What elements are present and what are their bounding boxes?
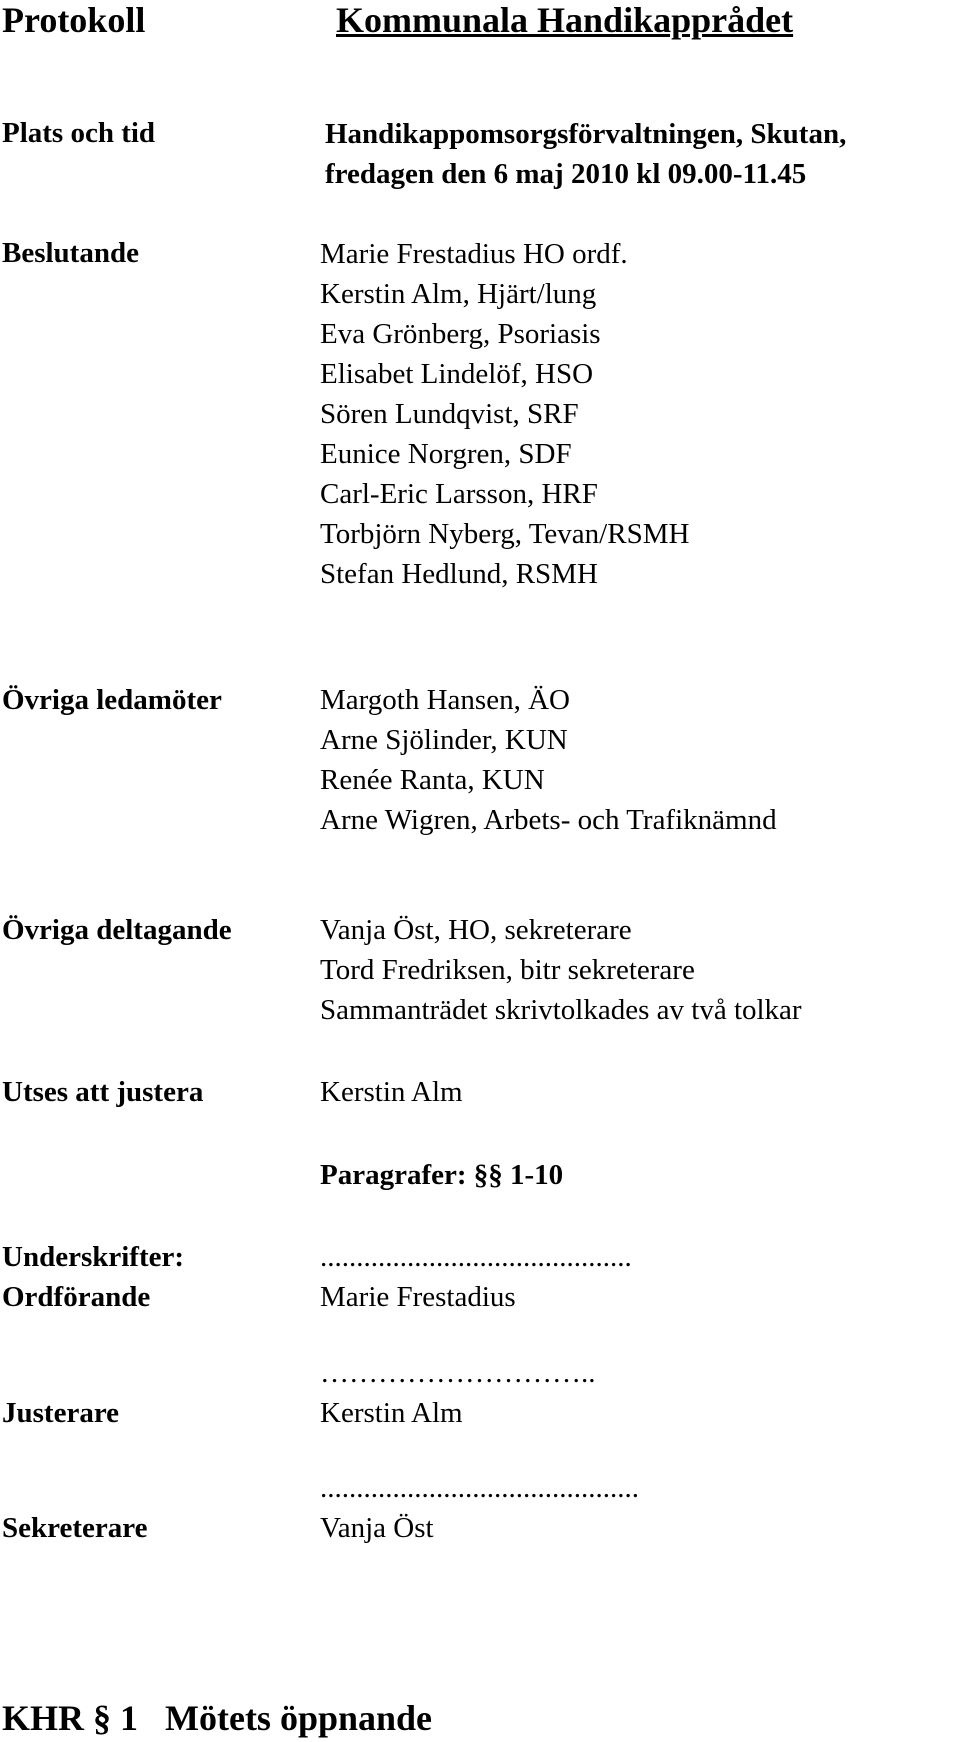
plats-line: Handikappomsorgsförvaltningen, Skutan, [325,118,847,150]
justerare-signature-line: ……………………….. [320,1357,596,1389]
list-item: Carl-Eric Larsson, HRF [320,478,598,510]
section-heading: KHR § 1 Mötets öppnande [2,1698,433,1738]
plats-label: Plats och tid [2,117,156,149]
sekreterare-label: Sekreterare [2,1512,148,1544]
list-item: Eunice Norgren, SDF [320,438,572,470]
list-item: Kerstin Alm, Hjärt/lung [320,278,597,310]
list-item: Marie Frestadius HO ordf. [320,238,628,270]
ovriga-deltagande-list [320,910,802,1030]
document-type: Protokoll [2,0,146,40]
ordforande-label: Ordförande [2,1281,151,1313]
plats-line: fredagen den 6 maj 2010 kl 09.00-11.45 [325,158,807,190]
underskrifter-heading: Underskrifter: [2,1241,185,1273]
paragrafer: Paragrafer: §§ 1-10 [320,1159,564,1191]
ovriga-ledamoter-label: Övriga ledamöter [2,684,222,716]
sekreterare-signature-line: ............................................ [320,1472,639,1504]
justera-label: Utses att justera [2,1076,204,1108]
list-item: Arne Sjölinder, KUN [320,724,568,756]
ordforande-name: Marie Frestadius [320,1281,516,1313]
list-item: Sammanträdet skrivtolkades av två tolkar [320,994,802,1026]
list-item: Elisabet Lindelöf, HSO [320,358,594,390]
sekreterare-name: Vanja Öst [320,1512,434,1544]
list-item: Margoth Hansen, ÄO [320,684,570,716]
beslutande-list [320,234,689,594]
list-item: Eva Grönberg, Psoriasis [320,318,601,350]
justerare-label: Justerare [2,1397,120,1429]
list-item: Vanja Öst, HO, sekreterare [320,914,632,946]
list-item: Stefan Hedlund, RSMH [320,558,598,590]
list-item: Sören Lundqvist, SRF [320,398,579,430]
list-item: Arne Wigren, Arbets- och Trafiknämnd [320,804,777,836]
list-item: Renée Ranta, KUN [320,764,545,796]
beslutande-label: Beslutande [2,237,139,269]
plats-value [325,114,846,194]
document-title: Kommunala Handikapprådet [336,0,794,40]
ovriga-ledamoter-list [320,680,777,840]
ordforande-signature-line: ........................................... [320,1241,632,1273]
ovriga-deltagande-label: Övriga deltagande [2,914,232,946]
list-item: Tord Fredriksen, bitr sekreterare [320,954,695,986]
justera-value: Kerstin Alm [320,1076,463,1108]
list-item: Torbjörn Nyberg, Tevan/RSMH [320,518,690,550]
justerare-name: Kerstin Alm [320,1397,463,1429]
